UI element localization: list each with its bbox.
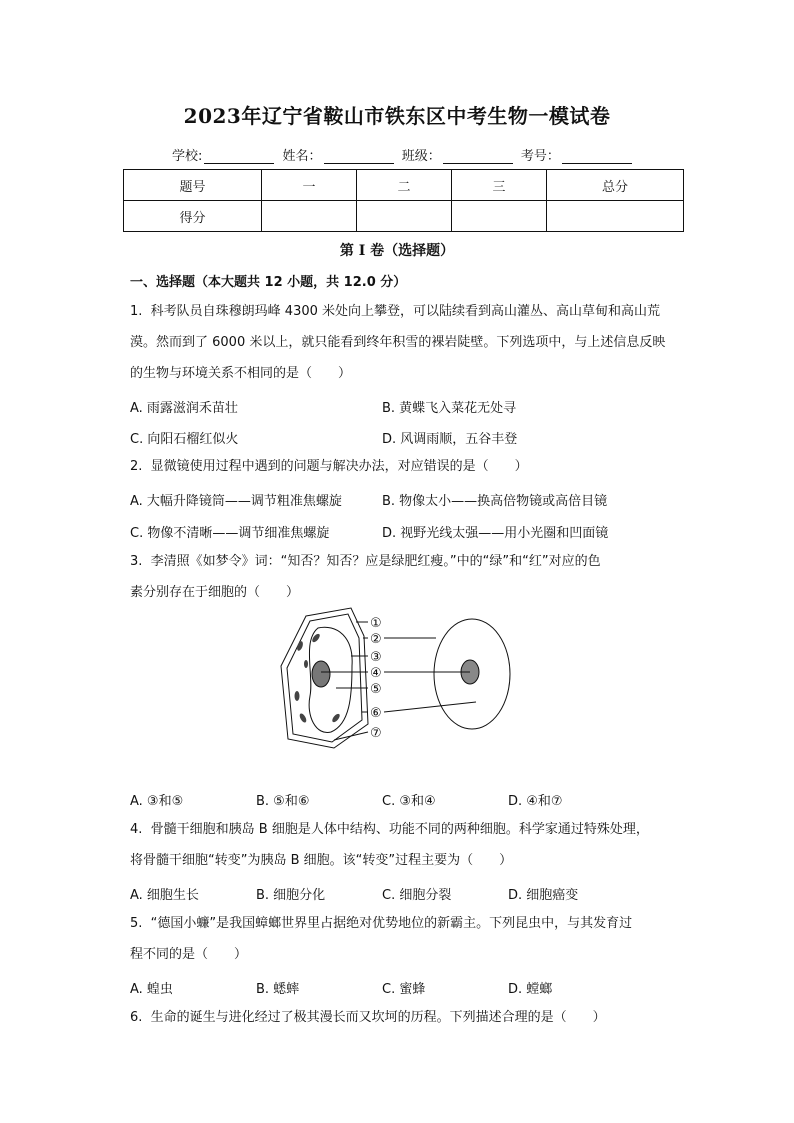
question-3 <box>130 546 695 608</box>
option-c[interactable]: C. 蜜蜂 <box>382 982 426 997</box>
option-b[interactable]: B. ⑤和⑥ <box>256 794 310 809</box>
option-b[interactable]: B. 物像太小——换高倍物镜或高倍目镜 <box>382 494 608 509</box>
header-cell: 一 <box>262 170 357 201</box>
question-line: 程不同的是（ ） <box>130 947 248 962</box>
question-line <box>130 908 695 939</box>
question-line: 将骨髓干细胞“转变”为胰岛 B 细胞。该“转变”过程主要为（ ） <box>130 853 513 868</box>
option-c[interactable]: C. 细胞分裂 <box>382 888 452 903</box>
section-title: 第 I 卷（选择题） <box>339 243 455 259</box>
option-d[interactable]: D. 视野光线太强——用小光圈和凹面镜 <box>382 526 609 541</box>
option-c[interactable]: C. 向阳石榴红似火 <box>130 432 239 447</box>
option-a[interactable]: A. 雨露滋润禾苗壮 <box>130 401 238 416</box>
label-1: ① <box>370 616 382 631</box>
question-text: 骨髓干细胞和胰岛 B 细胞是人体中结构、功能不同的两种细胞。科学家通过特殊处理， <box>150 822 649 837</box>
header-cell: 二 <box>357 170 452 201</box>
score-table <box>123 169 684 232</box>
option-c[interactable]: C. 物像不清晰——调节细准焦螺旋 <box>130 526 330 541</box>
question-line: 漠。然而到了 6000 米以上，就只能看到终年积雪的裸岩陡壁。下列选项中，与上述信息反映 <box>130 335 666 350</box>
page-title: 2023年辽宁省鞍山市铁东区中考生物一模试卷 <box>183 104 611 128</box>
question-3-options <box>130 790 695 812</box>
option-d[interactable]: D. 风调雨顺，五谷丰登 <box>382 432 518 447</box>
question-line <box>130 296 695 327</box>
question-text: 生命的诞生与进化经过了极其漫长而又坎坷的历程。下列描述合理的是（ ） <box>150 1010 606 1025</box>
option-d[interactable]: D. 螳螂 <box>508 982 553 997</box>
question-number: 4. <box>130 822 143 837</box>
label-3: ③ <box>370 650 382 665</box>
exam-no-label: 考号： <box>520 149 560 164</box>
student-info-line <box>172 145 634 164</box>
question-6 <box>130 1002 695 1033</box>
option-d[interactable]: D. 细胞癌变 <box>508 888 579 903</box>
label-6: ⑥ <box>370 706 382 721</box>
score-cell <box>547 201 684 232</box>
question-1 <box>130 296 695 389</box>
option-c[interactable]: C. ③和④ <box>382 794 436 809</box>
question-text: 李清照《如梦令》词：“知否？知否？应是绿肥红瘦。”中的“绿”和“红”对应的色 <box>150 554 601 569</box>
option-d[interactable]: D. ④和⑦ <box>508 794 563 809</box>
plant-nucleus <box>312 661 330 687</box>
question-line <box>130 546 695 577</box>
question-text: 科考队员自珠穆朗玛峰 4300 米处向上攀登，可以陆续看到高山灌丛、高山草甸和高山荒 <box>150 304 661 319</box>
question-4-options <box>130 884 695 906</box>
class-label: 班级： <box>401 149 441 164</box>
score-table-score-row <box>124 201 684 232</box>
question-number: 1. <box>130 304 143 319</box>
question-text: 显微镜使用过程中遇到的问题与解决办法，对应错误的是（ ） <box>150 459 528 474</box>
question-number: 5. <box>130 916 143 931</box>
name-label: 姓名： <box>282 149 322 164</box>
row-label-cell: 得分 <box>124 201 262 232</box>
score-cell <box>262 201 357 232</box>
question-line: 的生物与环境关系不相同的是（ ） <box>130 366 352 381</box>
option-b[interactable]: B. 黄蝶飞入菜花无处寻 <box>382 401 517 416</box>
question-line: 素分别存在于细胞的（ ） <box>130 585 300 600</box>
question-line <box>130 1002 695 1033</box>
question-number: 6. <box>130 1010 143 1025</box>
label-2: ② <box>370 632 382 647</box>
question-line <box>130 814 695 845</box>
name-blank[interactable] <box>324 149 394 164</box>
question-5 <box>130 908 695 970</box>
cell-diagram <box>276 606 526 756</box>
option-a[interactable]: A. ③和⑤ <box>130 794 184 809</box>
header-cell: 总分 <box>547 170 684 201</box>
school-blank[interactable] <box>204 149 274 164</box>
option-a[interactable]: A. 大幅升降镜筒——调节粗准焦螺旋 <box>130 494 342 509</box>
question-4 <box>130 814 695 876</box>
question-line <box>130 451 695 482</box>
label-7: ⑦ <box>370 726 382 741</box>
header-cell: 三 <box>452 170 547 201</box>
score-table-header-row <box>124 170 684 201</box>
exam-no-blank[interactable] <box>562 149 632 164</box>
option-b[interactable]: B. 蟋蟀 <box>256 982 300 997</box>
question-text: “德国小蠊”是我国蟑螂世界里占据绝对优势地位的新霸主。下列昆虫中，与其发育过 <box>150 916 633 931</box>
class-blank[interactable] <box>443 149 513 164</box>
option-b[interactable]: B. 细胞分化 <box>256 888 326 903</box>
option-a[interactable]: A. 细胞生长 <box>130 888 199 903</box>
option-a[interactable]: A. 蝗虫 <box>130 982 173 997</box>
score-cell <box>357 201 452 232</box>
question-number: 3. <box>130 554 143 569</box>
header-cell: 题号 <box>124 170 262 201</box>
label-5: ⑤ <box>370 682 382 697</box>
question-2 <box>130 451 695 482</box>
question-number: 2. <box>130 459 143 474</box>
part-heading: 一、选择题（本大题共 12 小题，共 12.0 分） <box>130 275 407 290</box>
label-4: ④ <box>370 666 382 681</box>
question-5-options <box>130 978 695 1000</box>
score-cell <box>452 201 547 232</box>
school-label: 学校: <box>172 149 203 164</box>
